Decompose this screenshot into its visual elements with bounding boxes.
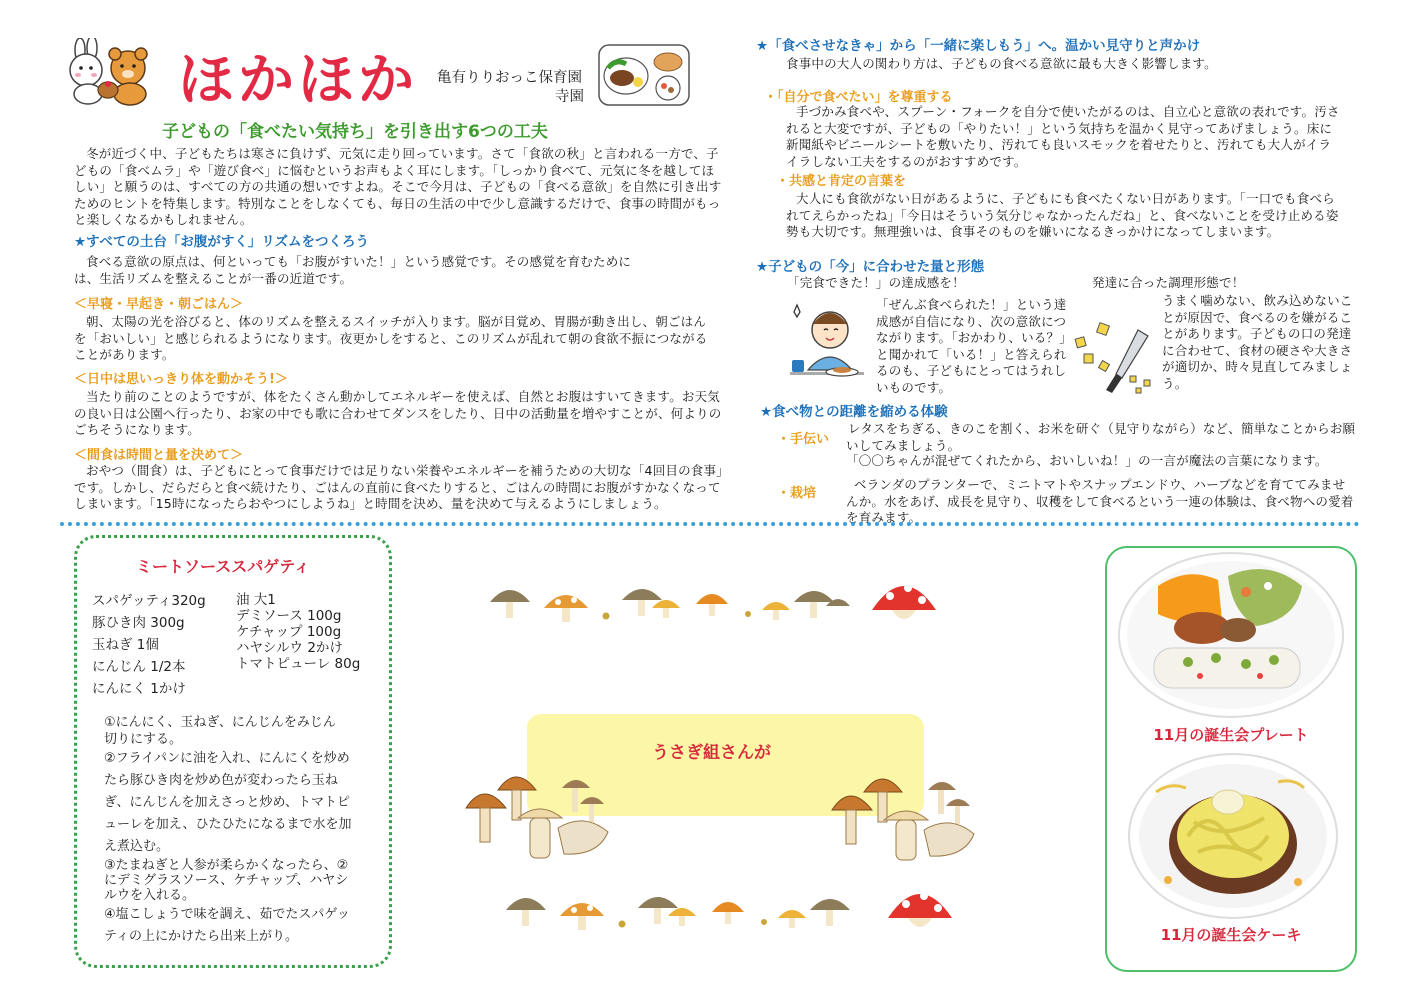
help-body: レタスをちぎる、きのこを割く、お米を研ぐ（見守りながら）など、簡単なことからお願いしてみましょう。 xyxy=(846,421,1356,453)
help-body-magic: 「〇〇ちゃんが混ぜてくれたから、おいしいね！」の一言が魔法の言葉になります。 xyxy=(846,453,1328,468)
ingredients-left xyxy=(92,590,206,700)
knife-vegetables-illustration xyxy=(1072,318,1160,394)
left-paragraph-4: おやつ（間食）は、子どもにとって食事だけでは足りない栄養やエネルギーを補うための大切な「4回目の食事」です。しかし、だらだらと食べ続けたり、ごはんの直前に食べたりすると、ごはんの時間にお腹がすかなくなってしまいます。「15時になったらおやつにしようね」と時間を決め、量を決めて与えるようにしましょう。 xyxy=(74,463,723,511)
right-paragraph-1: 食事中の大人の関わり方は、子どもの食べる意欲に最も大きく影響します。 xyxy=(786,56,1217,71)
left-sub-snack: ＜間食は時間と量を決めて＞ xyxy=(74,448,244,463)
texture-body: うまく噛めない、飲み込めないことが原因で、食べるのを嫌がることがあります。子どもの口の発達に合わせて、食材の硬さや大きさが適切か、時々見直してみましょう。 xyxy=(1162,293,1353,391)
left-paragraph-1: 食べる意欲の原点は、何といっても「お腹がすいた！」という感覚です。その感覚を育むためには、生活リズムを整えることが一番の近道です。 xyxy=(74,254,632,286)
growing-label: ・栽培 xyxy=(777,486,817,501)
mushroom-border-top xyxy=(488,572,944,628)
cake-photo-caption: 11月の誕生会ケーキ xyxy=(1160,926,1302,944)
birthday-plate-photo xyxy=(1118,552,1344,718)
mascot-illustration xyxy=(58,38,158,106)
right-paragraph-2: 手づかみ食べや、スプーン・フォークを自分で使いたがるのは、自立心と意欲の表れです。汚されると大変ですが、子どもの「やりたい！」という気持ちを温かく見守ってあげましょう。床に新聞紙やビニールシートを敷いたり、汚れても良いスモックを着せたりと、汚れても大人がイライラしない工夫をするのがおすすめです。 xyxy=(786,104,1340,169)
achievement-body: 「ぜんぶ食べられた！」という達成感が自信になり、次の意欲につながります。「おかわり、いる？」と聞かれて「いる！」と答えられるのも、子どもにとってはうれしいものです。 xyxy=(876,297,1067,395)
achievement-heading: 「完食できた！」の達成感を！ xyxy=(787,275,965,290)
birthday-cake-photo xyxy=(1128,752,1338,920)
recipe-title: ミートソーススパゲティ xyxy=(136,557,310,576)
right-heading-amount: ★子どもの「今」に合わせた量と形態 xyxy=(756,259,985,275)
recipe-step-4: ④塩こしょうで味を調え、茹でたスパゲッティの上にかけたら出来上がり。 xyxy=(104,907,350,944)
ingredient-item: スパゲッティ320g xyxy=(92,593,206,609)
left-sub-activity: ＜日中は思いっきり体を動かそう!＞ xyxy=(74,372,288,387)
right-sub-empathy: ・共感と肯定の言葉を xyxy=(776,174,907,189)
school-name: 亀有りりおっこ保育園 xyxy=(437,70,582,86)
mushroom-border-bottom xyxy=(504,878,960,936)
intro-paragraph: 冬が近づく中、子どもたちは寒さに負けず、元気に走り回っています。さて「食欲の秋」と言われる一方で、子どもの「食べムラ」や「遊び食べ」に悩むというお声もよく耳にします。「しっかり食べて、元気に冬を越してほしい」と願うのは、すべての方の共通の想いですよね。そこで今月は、子どもの「食べる意欲」を自然に引き出すためのヒントを特集します。特別なことをしなくても、毎日の生活の中で少し意識するだけで、食事の時間がもっと楽しくなるかもしれません。 xyxy=(74,146,722,227)
child-eating-illustration xyxy=(786,300,868,392)
mushroom-cluster-left xyxy=(462,768,612,864)
ingredient-item: 豚ひき肉 300g xyxy=(92,615,185,631)
right-heading-warm: ★「食べさせなきゃ」から「一緒に楽しもう」へ。温かい見守りと声かけ xyxy=(756,38,1201,54)
ingredient-item: にんじん 1/2本 xyxy=(92,659,186,675)
left-sub-early: ＜早寝・早起き・朝ごはん＞ xyxy=(74,297,244,312)
ingredient-item: にんにく 1かけ xyxy=(92,681,186,697)
ingredient-item: トマトピューレ 80g xyxy=(236,656,361,672)
article-subtitle: 子どもの「食べたい気持ち」を引き出す6つの工夫 xyxy=(162,122,548,142)
right-sub-self: ・「自分で食べたい」を尊重する xyxy=(764,90,953,105)
newsletter-title: ほかほか xyxy=(178,48,418,113)
class-drawing-label: うさぎ組さんが xyxy=(652,743,771,763)
ingredient-item: ケチャップ 100g xyxy=(236,624,342,640)
left-paragraph-3: 当たり前のことのようですが、体をたくさん動かしてエネルギーを使えば、自然とお腹はすいてきます。お天気の良い日は公園へ行ったり、お家の中でも歌に合わせてダンスをしたり、日中の活動量を増やすことが、何よりのごちそうになります。 xyxy=(74,389,722,437)
mushroom-cluster-right xyxy=(828,770,978,866)
meal-plate-illustration xyxy=(598,44,690,106)
left-heading-rhythm: ★すべての土台「お腹がすく」リズムをつくろう xyxy=(74,234,370,250)
growing-body: ベランダのプランターで、ミニトマトやスナップエンドウ、ハーブなどを育ててみませんか。水をあげ、成長を見守り、収穫をして食べるという一連の体験は、食べ物への愛着を育みます。 xyxy=(846,477,1354,525)
right-paragraph-3: 大人にも食欲がない日があるように、子どもにも食べたくない日があります。「一口でも食べられてえらかったね」「今日はそういう気分じゃなかったんだね」と、食べないことを受け止める姿勢も大切です。無理強いは、食事そのものを嫌いになるきっかけになってしまいます。 xyxy=(786,191,1339,239)
recipe-step-3: ③たまねぎと人参が柔らかくなったら、②にデミグラスソース、ケチャップ、ハヤシルウを入れる。 xyxy=(104,858,349,903)
recipe-step-1: ①にんにく、玉ねぎ、にんじんをみじん切りにする。 xyxy=(104,715,336,747)
ingredients-right xyxy=(236,592,360,672)
left-paragraph-2: 朝、太陽の光を浴びると、体のリズムを整えるスイッチが入ります。脳が目覚め、胃腸が動き出し、朝ごはんを「おいしい」と感じられるようになります。夜更かしをすると、このリズムが乱れて朝の食欲不振につながることがあります。 xyxy=(74,314,708,362)
plate-photo-caption: 11月の誕生会プレート xyxy=(1153,726,1309,744)
recipe-step-2: ②フライパンに油を入れ、にんにくを炒めたら豚ひき肉を炒め色が変わったら玉ねぎ、にんじんを加えさっと炒め、トマトピューレを加え、ひたひたになるまで水を加え煮込む。 xyxy=(104,751,352,854)
school-sub: 寺園 xyxy=(555,89,584,105)
help-label: ・手伝い xyxy=(777,432,830,447)
right-heading-experience: ★食べ物との距離を縮める体験 xyxy=(760,404,948,420)
texture-heading: 発達に合った調理形態で！ xyxy=(1092,275,1245,290)
ingredient-item: 油 大1 xyxy=(236,592,276,608)
section-divider xyxy=(60,522,1360,526)
ingredient-item: ハヤシルウ 2かけ xyxy=(236,640,343,656)
ingredient-item: デミソース 100g xyxy=(236,608,342,624)
ingredient-item: 玉ねぎ 1個 xyxy=(92,637,159,653)
